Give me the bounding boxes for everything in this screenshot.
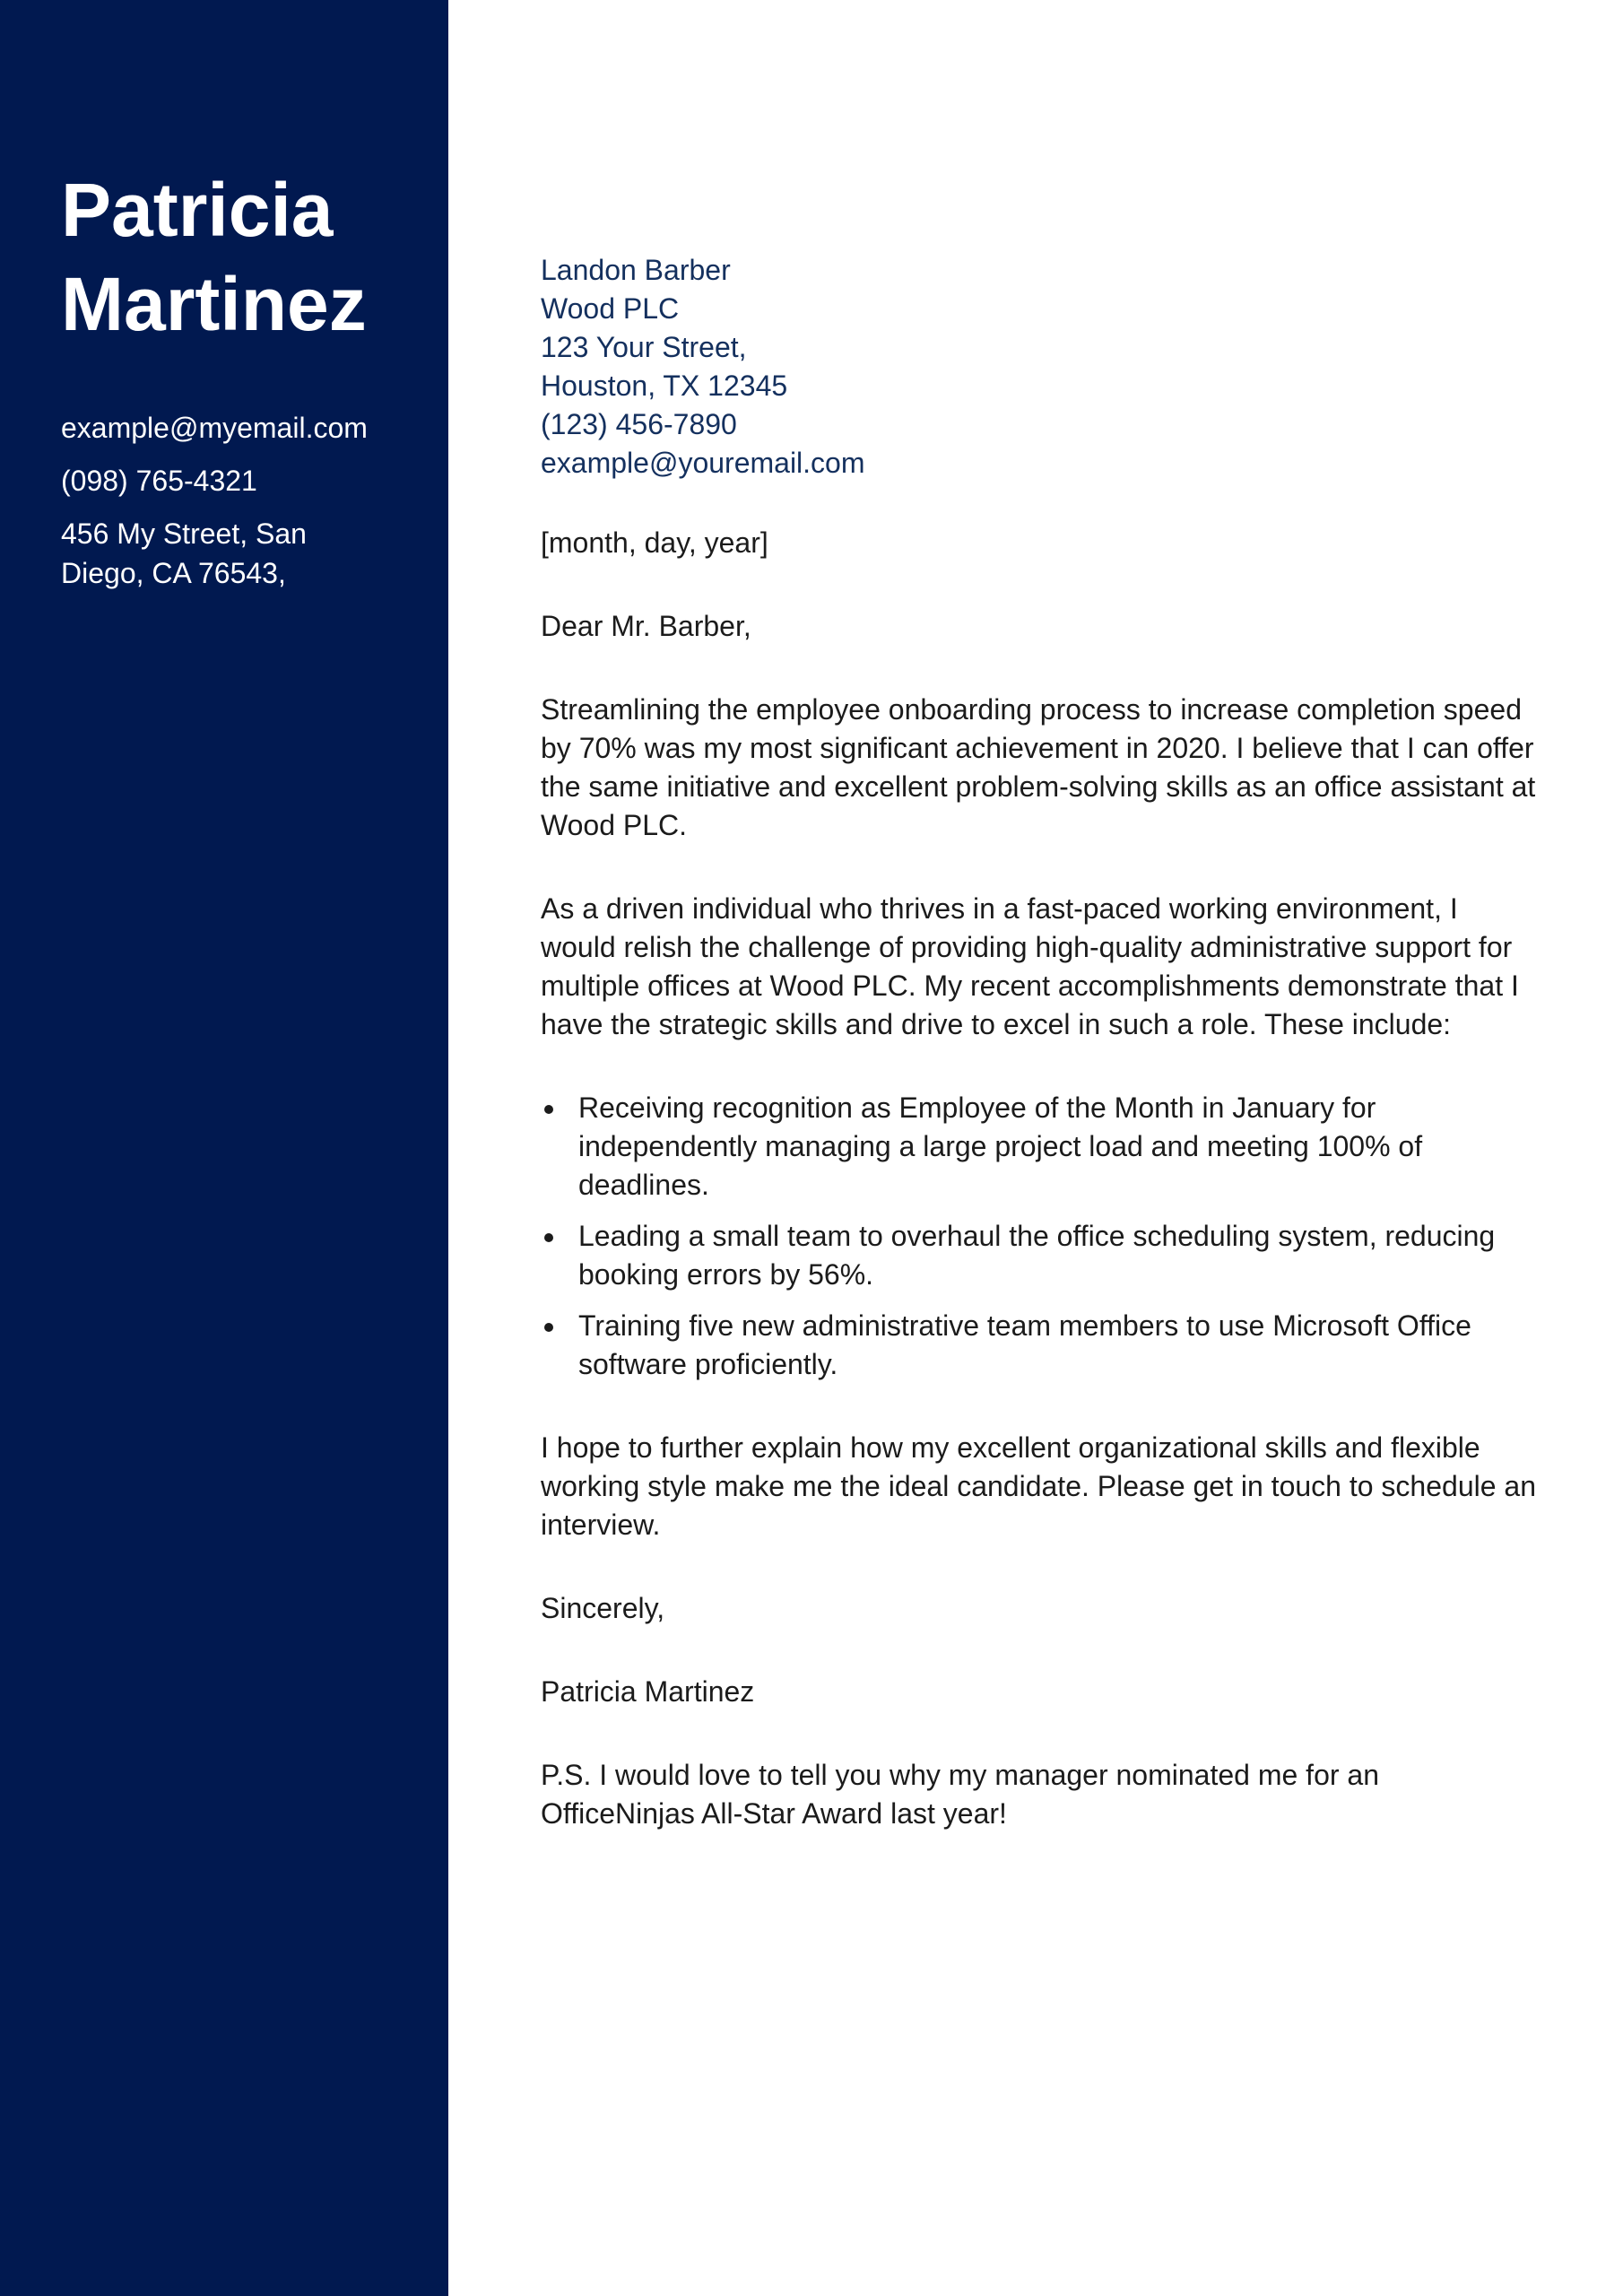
signature: Patricia Martinez (541, 1675, 755, 1708)
list-item-text: Receiving recognition as Employee of the Month in January for independently managing a large project load and meeting 100% of deadlines. (578, 1091, 1423, 1201)
recipient-phone: (123) 456-7890 (541, 408, 737, 440)
applicant-contact (61, 408, 402, 606)
recipient-city: Houston, TX 12345 (541, 370, 788, 402)
sidebar (0, 0, 448, 2296)
paragraph-motivation: As a driven individual who thrives in a fast-paced working environment, I would relish the challenge of providing high-quality administrative support for multiple offices at Wood PLC. My recent accomplishments demonstrate that I have the strategic skills and drive to excel in such a role. These include: (541, 892, 1519, 1040)
applicant-last-name: Martinez (61, 262, 367, 346)
applicant-address-line1: 456 My Street, San (61, 517, 307, 550)
list-item (578, 1217, 1536, 1294)
recipient-street: 123 Your Street, (541, 331, 747, 363)
applicant-email: example@myemail.com (61, 412, 368, 444)
bullet-icon (544, 1323, 553, 1332)
postscript: P.S. I would love to tell you why my manager nominated me for an OfficeNinjas All-Star Award last year! (541, 1759, 1379, 1830)
bullet-icon (544, 1233, 553, 1242)
recipient-block (541, 251, 1536, 483)
letter-date: [month, day, year] (541, 526, 768, 559)
bullet-icon (544, 1105, 553, 1114)
closing: Sincerely, (541, 1592, 665, 1624)
list-item (578, 1307, 1536, 1384)
recipient-name: Landon Barber (541, 254, 731, 286)
applicant-first-name: Patricia (61, 168, 334, 252)
accomplishments-list (541, 1089, 1536, 1384)
recipient-company: Wood PLC (541, 292, 680, 325)
paragraph-closing: I hope to further explain how my excellent organizational skills and flexible working style make me the ideal candidate. Please get in touch to schedule an interview. (541, 1431, 1536, 1541)
list-item-text: Leading a small team to overhaul the office scheduling system, reducing booking errors by 56%. (578, 1220, 1496, 1291)
list-item (578, 1089, 1536, 1205)
applicant-address (61, 514, 402, 593)
applicant-address-line2: Diego, CA 76543, (61, 557, 286, 589)
paragraph-intro: Streamlining the employee onboarding process to increase completion speed by 70% was my most significant achievement in 2020. I believe that I can offer the same initiative and excellent problem-solving skills as an office assistant at Wood PLC. (541, 693, 1536, 841)
applicant-phone: (098) 765-4321 (61, 465, 257, 497)
letter-body (541, 251, 1536, 1878)
list-item-text: Training five new administrative team members to use Microsoft Office software proficiently. (578, 1309, 1471, 1380)
salutation: Dear Mr. Barber, (541, 610, 751, 642)
applicant-name (61, 163, 438, 352)
recipient-email: example@youremail.com (541, 447, 865, 479)
